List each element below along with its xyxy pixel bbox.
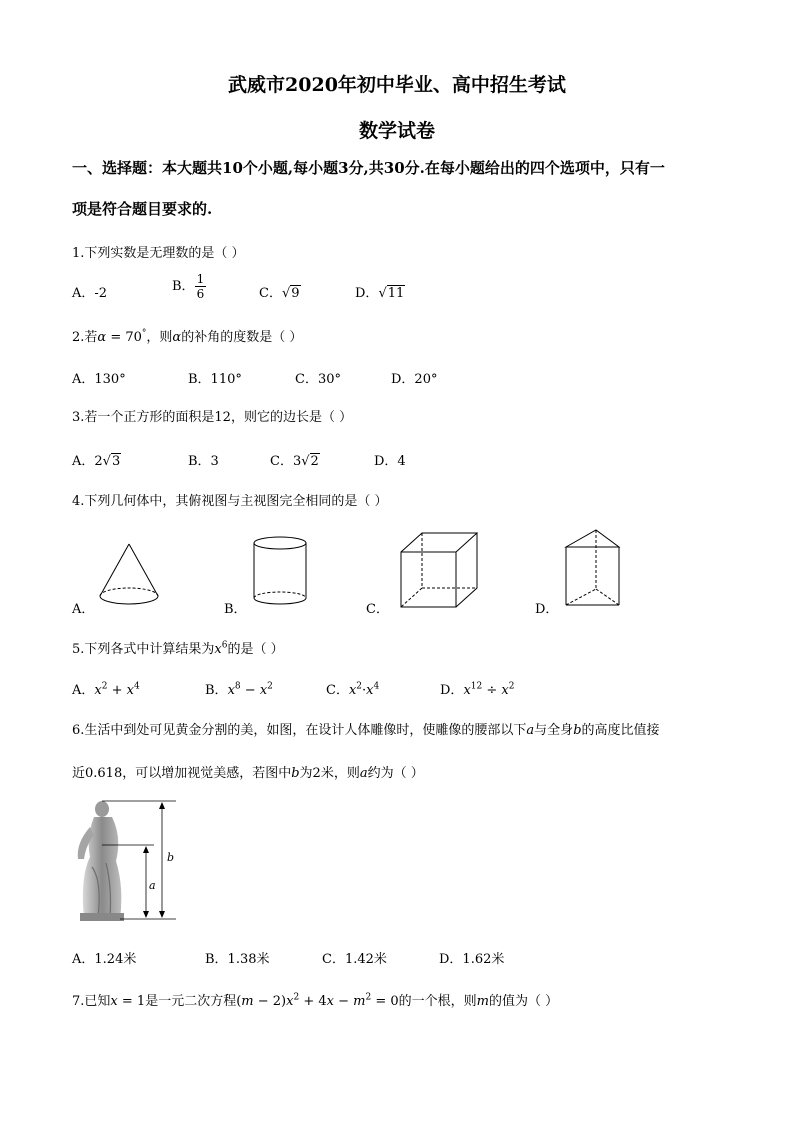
q7-text: 7.已知 <box>72 994 111 1009</box>
radicand: 3 <box>111 454 121 469</box>
q4-option-d: D． <box>535 602 559 617</box>
degree-symbol: ° <box>141 328 147 339</box>
q6-option-d: D．1.62米 <box>439 952 505 967</box>
q2-equals: = 70 <box>106 330 142 345</box>
q1-option-d-label: D． <box>355 286 379 301</box>
question-5-stem <box>72 638 284 657</box>
cube-icon <box>398 530 480 610</box>
var-a: a <box>526 723 535 738</box>
q7-text: 的值为（ ） <box>488 994 559 1009</box>
var-x: x <box>214 642 222 657</box>
q2-option-c: C．30° <box>295 372 341 387</box>
radicand: 9 <box>291 286 300 301</box>
section-heading-line2: 项是符合题目要求的. <box>72 200 213 218</box>
q2-stem-post: 的补角的度数是（ ） <box>181 330 303 345</box>
q4-option-a: A． <box>72 602 95 617</box>
question-6-line2 <box>72 762 424 781</box>
q1-option-c: C．√9 <box>259 286 300 301</box>
q7-text: 的一个根，则 <box>398 994 477 1009</box>
q5-option-b: B．$x^8 - x^2$ <box>205 681 273 698</box>
exponent: 6 <box>221 640 228 651</box>
page-subtitle: 数学试卷 <box>358 120 435 142</box>
triangular-prism-icon <box>561 527 623 609</box>
q1-option-a: A．-2 <box>72 286 108 301</box>
page-title: 武威市2020年初中毕业、高中招生考试 <box>228 74 566 96</box>
q3-option-a-label: A．2 <box>72 454 103 469</box>
q1-option-b <box>172 272 206 301</box>
statue-icon <box>78 801 124 921</box>
numerator: 1 <box>196 272 205 286</box>
q6-text: 为2米，则 <box>299 766 360 781</box>
alpha-symbol: α <box>97 330 107 345</box>
alpha-symbol: α <box>172 330 182 345</box>
q6-text: 的高度比值接 <box>581 723 660 738</box>
question-4-stem: 4.下列几何体中，其俯视图与主视图完全相同的是（ ） <box>72 494 388 509</box>
var-b: b <box>573 723 582 738</box>
var-a: a <box>359 766 368 781</box>
fraction <box>195 272 207 301</box>
q7-text: 是一元二次方程 <box>145 994 237 1009</box>
var-b: b <box>291 766 300 781</box>
question-1-stem: 1.下列实数是无理数的是（ ） <box>72 246 245 261</box>
q5-option-d-label: D． <box>440 683 464 698</box>
q6-option-c: C．1.42米 <box>322 952 387 967</box>
question-2-stem <box>72 326 302 345</box>
question-6-line1 <box>72 719 660 738</box>
statue-figure <box>72 797 184 923</box>
q2-stem-mid: ，则 <box>146 330 173 345</box>
radicand: 2 <box>310 454 319 469</box>
q1-option-d: D．√11 <box>355 286 405 301</box>
question-3-stem: 3.若一个正方形的面积是12，则它的边长是（ ） <box>72 410 353 425</box>
q3-option-a: A．2√3 <box>72 454 121 469</box>
q5-option-d: D．$x^{12} \div x^2$ <box>440 681 515 698</box>
q3-option-c: C．3√2 <box>270 454 319 469</box>
q2-stem-pre: 2.若 <box>72 330 98 345</box>
q6-option-b: B．1.38米 <box>205 952 270 967</box>
q6-text: 与全身 <box>534 723 574 738</box>
q2-option-a: A．130° <box>72 372 126 387</box>
q2-option-d: D．20° <box>391 372 438 387</box>
q5-option-c-label: C． <box>326 683 349 698</box>
question-7-stem: 7.已知x = 1是一元二次方程$(m - 2)x^2 + 4x - m^2 = 0$的一个根，则m的值为（ ） <box>72 992 559 1009</box>
q5-option-c: C．$x^2\cdot x^4$ <box>326 681 380 698</box>
section-heading-line1: 一、选择题：本大题共10个小题,每小题3分,共30分.在每小题给出的四个选项中，只有一 <box>72 159 665 177</box>
q5-stem-post: 的是（ ） <box>227 642 284 657</box>
q3-option-c-label: C．3 <box>270 454 302 469</box>
figure-label-a: a <box>149 879 156 892</box>
q3-option-d: D．4 <box>374 454 406 469</box>
q5-option-a: A．$x^2 + x^4$ <box>72 681 140 698</box>
cone-icon <box>96 540 162 610</box>
figure-label-b: b <box>167 851 175 864</box>
q4-option-c: C． <box>366 602 389 617</box>
q6-text: 6.生活中到处可见黄金分割的美，如图，在设计人体雕像时，使雕像的腰部以下 <box>72 723 527 738</box>
denominator: 6 <box>196 287 205 301</box>
q5-stem-pre: 5.下列各式中计算结果为 <box>72 642 215 657</box>
q5-option-b-label: B． <box>205 683 228 698</box>
q5-option-a-label: A． <box>72 683 95 698</box>
radicand: 11 <box>387 286 405 301</box>
q4-option-b: B． <box>224 602 247 617</box>
q2-option-b: B．110° <box>188 372 242 387</box>
cylinder-icon <box>250 534 310 608</box>
q1-option-b-label: B． <box>172 279 195 294</box>
q6-option-a: A．1.24米 <box>72 952 137 967</box>
q3-option-b: B．3 <box>188 454 219 469</box>
q6-text: 近0.618，可以增加视觉美感，若图中 <box>72 766 292 781</box>
q6-text: 约为（ ） <box>367 766 424 781</box>
q1-option-c-label: C． <box>259 286 282 301</box>
